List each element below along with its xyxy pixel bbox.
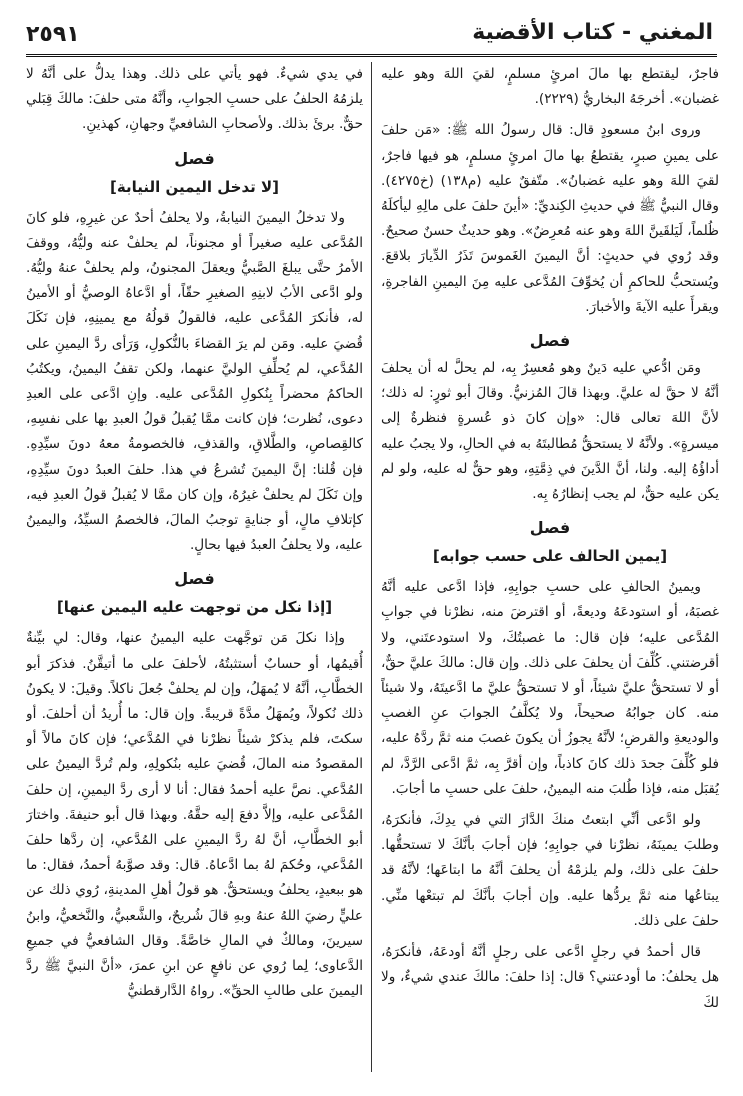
section-heading-fasl: فصل xyxy=(529,331,571,351)
section-heading-fasl: فصل xyxy=(529,518,571,538)
column-divider xyxy=(371,62,372,1072)
section-heading-fasl: فصل xyxy=(174,148,215,168)
paragraph: ولا تدخلُ اليمينَ النيابةُ، ولا يحلفُ أحدٌ عن غيرِهِ، فلو كانَ المُدَّعى عليه صغيراً أو مجنوناً، لم يحلفْ عنه وليُّهُ، ووقفَ الأمرُ حتَّى يبلغَ الصَّبيُّ ويعقلَ المجنونُ، ولم يحلفْ عنهُ وليُّهُ. ولو ادَّعى الأبُ لابنِهِ الصغيرِ حقّاً، أو ادَّعاهُ الوصيُّ أو الأمينُ له، فأنكرَ المُدَّعى عليه، فالقولُ قولُهُ مع يمينِهِ، فإن نَكَلَ قُضيَ عليه. ومَن لم يرَ القضاءَ بالنُّكولِ، وَرَأى ردَّ اليمينِ على المُدَّعي، لم يُحلِّفِ الوليَّ عنهما، ولكن تقفُ اليمينُ، ويكتُبُ الحاكمُ محضراً بِنُكولِ المُدَّعى عليه. وإنِ ادَّعى على العبدِ دعوى، نُظرت؛ فإن كانت ممَّا يُقبلُ قولُ العبدِ بها على نفسِهِ، كالقِصاصِ، والطَّلاقِ، والقذفِ، فالخصومةُ معهُ دونَ سيِّدِهِ. فإن قُلنا: إنَّ اليمينَ تُشرعُ في هذا. حلفَ العبدُ دونَ سيِّدِهِ، وإن نَكَلَ لم يحلفْ غيرُهُ، وإن كان ممَّا لا يُقبلُ قولُ العبدِ فيه، كإتلافِ مالٍ، أو جنايةٍ توجبُ المالَ، فالخصمُ السيِّدُ، واليمينُ عليه، ولا يحلفُ العبدُ فيها بحالٍ. xyxy=(26,209,363,554)
paragraph: قال أحمدُ في رجلٍ ادَّعى على رجلٍ أنَّهُ أودعَهُ، فأنكرَهُ، هل يحلفُ: ما أودعتني؟ قال: إذا حلفَ: مالكَ عندي شيءٌ، ولا لكَ xyxy=(381,944,719,1011)
paragraph: وروى ابنُ مسعودٍ قال: قال رسولُ الله ﷺ: «مَن حلفَ على يمينِ صبرٍ، يقتطعُ بها مالَ امرئٍ مسلمٍ، هو فيها فاجرٌ، لقيَ اللهَ وهو عليه غضبانُ». متّفقٌ عليه (م١٣٨) (خ٤٢٧٥). وقال النبيُّ ﷺ في حديثِ الكِنديِّ: «أينَ حلفَ على مالِهِ ليأكلَهُ ظُلماً، لَيَلقَينَّ اللهَ وهو عنه مُعرِضٌ». وهو حديثٌ حسنٌ صحيحٌ. وقد رُوي في حديثٍ: أنَّ اليمينَ الغَموسَ تَذَرُ الدِّيارَ بلاقعَ. ويُستحبُّ للحاكمِ أن يُخوِّفَ المُدَّعى عليه مِنَ اليمينِ الفاجرةِ، ويقرأَ عليه الآيةَ والأخبارَ. xyxy=(381,122,719,315)
section-title: [لا تدخل اليمين النيابة] xyxy=(110,177,279,196)
section-title: [إذا نكل من توجهت عليه اليمين عنها] xyxy=(56,598,333,617)
section-heading-fasl: فصل xyxy=(174,569,215,589)
paragraph: ولو ادَّعى أنِّي ابتعتُ منكَ الدَّارَ التي في يدِكَ، فأنكرَهُ، وطلبَ يمينَهُ، نظرْنا في جوابِهِ؛ فإن أجابَ بأنَّكَ لا تستحقُّها. حلفَ على ذلك، ولم يلزمْهُ أن يحلفَ أنَّهُ ما ابتاعَها؛ لأنَّهُ قد يبتاعُها منه ثمَّ يردُّها عليه. وإن أجابَ بأنَّكَ لم تبتعْها منِّي. حلفَ على ذلك. xyxy=(381,812,719,929)
paragraph: ومَن ادُّعي عليه دَينٌ وهو مُعسِرٌ بِه، لم يحلَّ له أن يحلفَ أنَّهُ لا حقَّ له عليَّ. وبهذا قالَ المُزنيُّ. وقالَ أبو ثورٍ: له ذلك؛ لأنَّ اللهَ تعالى قال: «وإن كانَ ذو عُسرةٍ فنظرةٌ إلى ميسرةٍ». ولأنَّهُ لا يستحقُّ مُطالبتَهُ به في الحالِ، ولا يجبُ عليه أداؤُهُ إليه. ولنا، أنَّ الدَّينَ في ذِمَّتِهِ، وهو حقٌّ له عليه، ولو لم يكن عليه حقٌّ، لم يجب إنظارُهُ بِه. xyxy=(381,360,719,503)
paragraph: في يدي شيءٌ. فهو يأتي على ذلك. وهذا يدلُّ على أنَّهُ لا يلزمُهُ الحلفُ على حسبِ الجوابِ، وأنَّهُ متى حلفَ: مالكَ قِبَلي حقٌّ. برئَ بذلك. ولأصحابِ الشافعيِّ وجهانِ، كهذينِ. xyxy=(26,66,363,133)
running-title: المغني - كتاب الأقضية xyxy=(472,20,713,45)
section-title: [يمين الحالف على حسب جوابه] xyxy=(432,547,668,566)
right-column xyxy=(381,62,719,1074)
left-column xyxy=(26,62,363,1074)
paragraph: ويمينُ الحالفِ على حسبِ جوابِهِ، فإذا ادَّعى عليه أنَّهُ غصبَهُ، أو استودعَهُ وديعةً، أو اقترضَ منه، نظرْنا في جوابِ المُدَّعى عليه؛ فإن قال: ما غصبتُكَ، ولا استودعتَني، ولا أقرضتني. كُلِّفَ أن يحلفَ على ذلك. وإن قال: مالكَ عليَّ حقٌّ، أو لا تستحقُّ عليَّ شيئاً، أو لا تستحقُّ عليَّ ما ادَّعيتَهُ، ولا شيئاً منه. كان جوابُهُ صحيحاً، ولا يُكلَّفُ الجوابَ عنِ الغصبِ والوديعةِ والقرضِ؛ لأنَّهُ يجوزُ أن يكونَ غصبَ منه ثمَّ ردَّهُ عليه، فلو كُلِّفَ جحدَ ذلك كانَ كاذباً، وإن أقرَّ بِه، ثمَّ ادَّعى الرَّدَّ، لم يُقبَل منه، فإذا طُلبَ منه اليمينُ، حلفَ على حسبِ ما أجابَ. xyxy=(381,579,719,797)
page-number: ٢٥٩١ xyxy=(26,22,80,47)
page-header xyxy=(26,20,717,57)
paragraph: فاجرٌ، ليقتطع بها مالَ امرئٍ مسلمٍ، لقيَ اللهَ وهو عليه غضبان». أخرجَهُ البخاريُّ (٢٢٢٩). xyxy=(381,66,719,108)
paragraph: وإذا نكلَ مَن توجَّهت عليه اليمينُ عنها، وقال: لي بيِّنةٌ أُقيمُها، أو حسابٌ أستثبتُهُ، لأحلفَ على ما أتيقَّنُ. فذكرَ أبو الخطَّابِ، أنَّهُ لا يُمهَلُ، وإن لم يحلفْ جُعلَ ناكلاً. وقيلَ: لا يكونُ ذلك نُكولاً، ويُمهَلُ مدَّةً قريبةً. وإن قال: ما أُريدُ أن أحلفَ. أو سكتَ، فلم يذكرْ شيئاً نظرْنا في المُدَّعي؛ فإن كانَ مالاً أو المقصودُ منه المالَ، قُضيَ عليه بنُكولِهِ، ولم تُردَّ اليمينُ على المُدَّعي. نصَّ عليه أحمدُ فقال: أنا لا أرى ردَّ اليمينِ، إن حلفَ المُدَّعى عليه، وإلاَّ دفعَ إليه حقَّهُ. وبهذا قال أبو حنيفةَ. واختارَ أبو الخطَّابِ، أنَّ لهُ ردَّ اليمينِ على المُدَّعي، إن ردَّها حلفَ المُدَّعي، وحُكمَ لهُ بما ادَّعاهُ. قال: وقد صوَّبهُ أحمدُ، فقال: ما هو ببعيدٍ، يحلفُ ويستحقُّ. هو قولُ أهلِ المدينةِ، رُوي ذلك عن عليٍّ رضيَ اللهُ عنهُ وبهِ قالَ شُريحٌ، والشَّعبيُّ، والنَّخعيُّ، وابنُ سيرينَ، ومالكٌ في المالِ خاصَّةً. وقال الشافعيُّ في جميعِ الدَّعاوى؛ لِما رُوي عن نافعٍ عن ابنِ عمرَ، «أنَّ النبيَّ ﷺ ردَّ اليمينَ على طالبِ الحقِّ». رواهُ الدَّارقطنيُّ xyxy=(26,630,363,1000)
